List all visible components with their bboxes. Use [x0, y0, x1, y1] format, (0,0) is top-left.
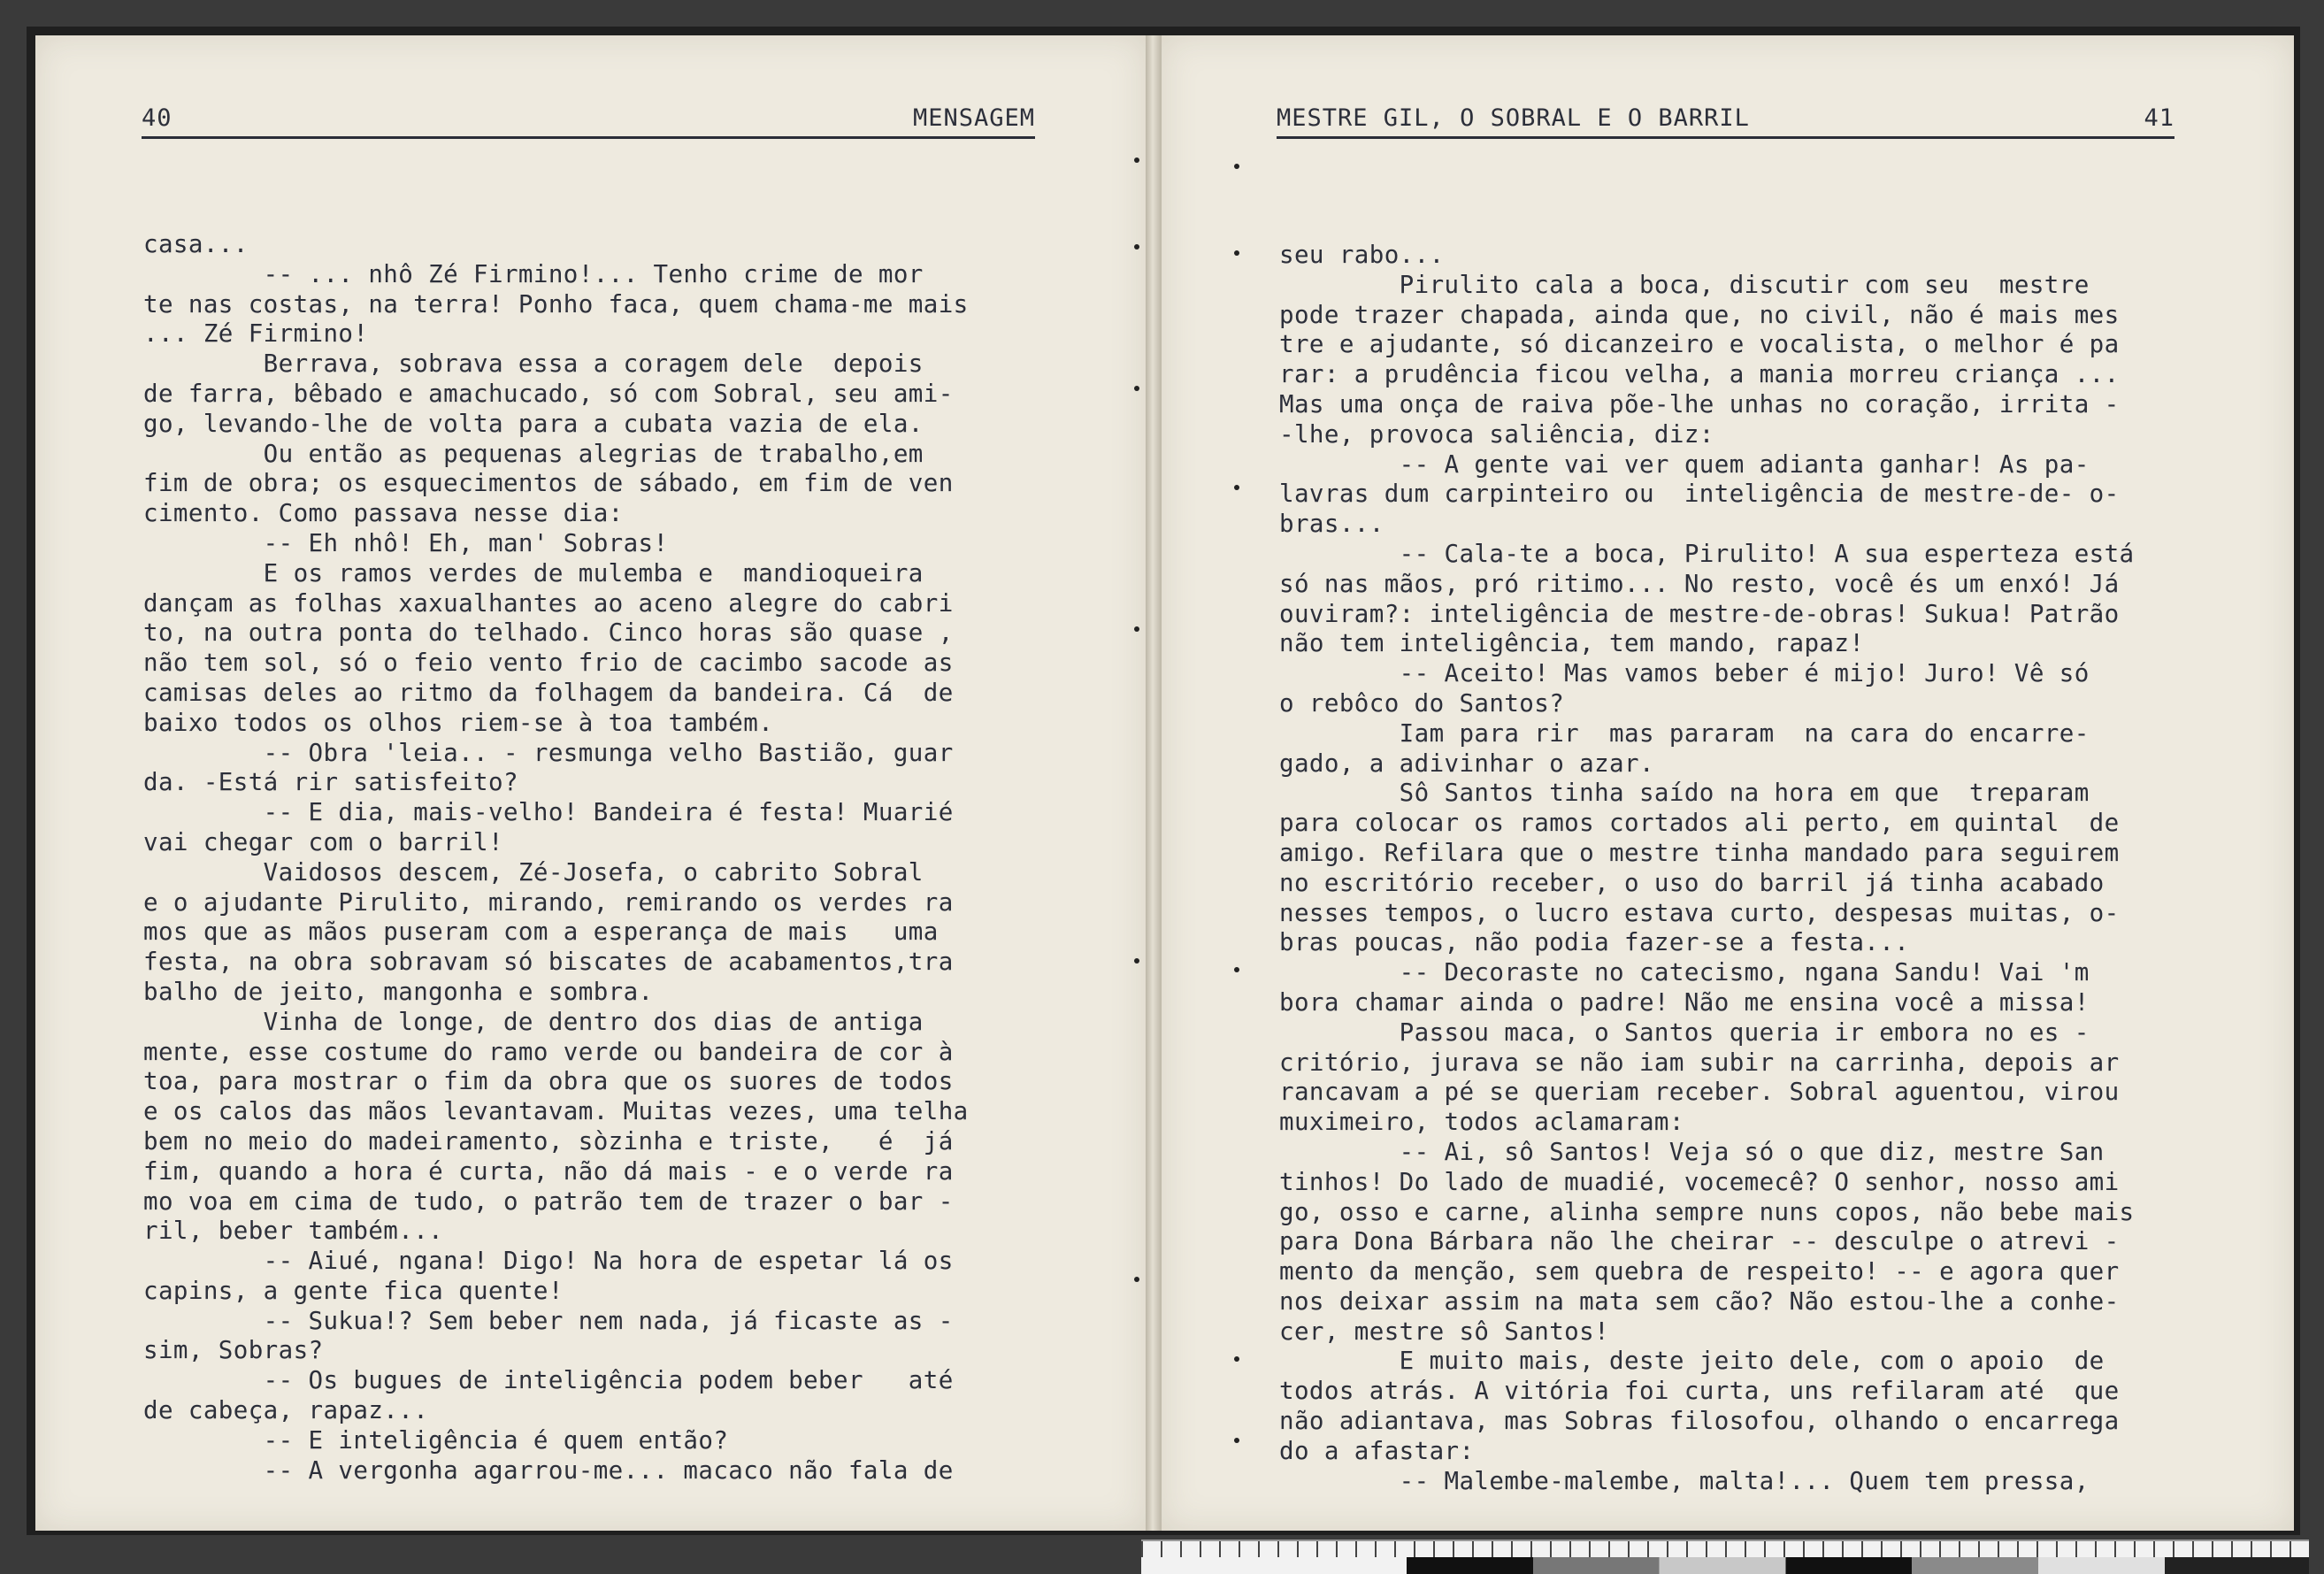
- binding-hole: [1134, 386, 1139, 391]
- text-line: -- E inteligência é quem então?: [143, 1425, 729, 1455]
- left-page: [35, 35, 1146, 1531]
- text-line: Berrava, sobrava essa a coragem dele depois: [143, 349, 924, 379]
- text-line: te nas costas, na terra! Ponho faca, quem chama-me mais: [143, 289, 969, 319]
- text-line: não tem inteligência, tem mando, rapaz!: [1279, 629, 1865, 658]
- binding-hole: [1134, 244, 1139, 250]
- text-line: -- Aceito! Mas vamos beber é mijo! Juro! Vê só: [1279, 659, 2090, 688]
- text-line: rancavam a pé se queriam receber. Sobral aguentou, virou: [1279, 1078, 2120, 1107]
- text-line: no escritório receber, o uso do barril já tinha acabado: [1279, 868, 2105, 897]
- binding-hole: [1134, 157, 1139, 163]
- binding-hole: [1134, 958, 1139, 964]
- text-line: e os calos das mãos levantavam. Muitas vezes, uma telha: [143, 1097, 969, 1126]
- text-line: go, levando-lhe de volta para a cubata vazia de ela.: [143, 409, 924, 438]
- text-line: da. -Está rir satisfeito?: [143, 768, 518, 797]
- text-line: sim, Sobras?: [143, 1336, 324, 1365]
- text-line: pode trazer chapada, ainda que, no civil, não é mais mes: [1279, 300, 2120, 329]
- binding-hole: [1234, 164, 1239, 169]
- text-line: Sô Santos tinha saído na hora em que treparam: [1279, 779, 2090, 808]
- text-line: -- Cala-te a boca, Pirulito! A sua esperteza está: [1279, 539, 2135, 568]
- text-line: -- Aiué, ngana! Digo! Na hora de espetar lá os: [143, 1247, 954, 1276]
- text-line: Ou então as pequenas alegrias de trabalho,em: [143, 439, 924, 468]
- text-line: ouviram?: inteligência de mestre-de-obras! Sukua! Patrão: [1279, 599, 2120, 628]
- text-line: bras...: [1279, 510, 1384, 539]
- text-line: de cabeça, rapaz...: [143, 1396, 429, 1425]
- text-line: -lhe, provoca saliência, diz:: [1279, 419, 1714, 449]
- text-line: só nas mãos, pró ritimo... No resto, você és um enxó! Já: [1279, 569, 2120, 598]
- text-line: seu rabo...: [1279, 241, 1445, 269]
- text-line: mente, esse costume do ramo verde ou bandeira de cor à: [143, 1037, 954, 1066]
- text-line: go, osso e carne, alinha sempre nuns copos, não bebe mais: [1279, 1197, 2135, 1226]
- text-line: ril, beber também...: [143, 1217, 444, 1246]
- binding-hole: [1134, 626, 1139, 632]
- text-line: ... Zé Firmino!: [143, 319, 369, 349]
- text-line: bora chamar ainda o padre! Não me ensina você a missa!: [1279, 987, 2090, 1017]
- text-line: E muito mais, deste jeito dele, com o apoio de: [1279, 1347, 2105, 1376]
- book-spread: [27, 27, 2300, 1535]
- text-line: Pirulito cala a boca, discutir com seu mestre: [1279, 270, 2090, 299]
- text-line: nos deixar assim na mata sem cão? Não estou-lhe a conhe-: [1279, 1286, 2120, 1316]
- running-title: MESTRE GIL, O SOBRAL E O BARRIL: [1277, 104, 1750, 132]
- text-line: festa, na obra sobravam só biscates de acabamentos,tra: [143, 948, 954, 977]
- text-line: mos que as mãos puseram com a esperança de mais uma: [143, 918, 939, 947]
- text-line: todos atrás. A vitória foi curta, uns refilaram até que: [1279, 1377, 2120, 1406]
- page-number: 40: [142, 104, 173, 132]
- text-line: lavras dum carpinteiro ou inteligência de mestre-de- o-: [1279, 480, 2120, 509]
- text-line: -- Sukua!? Sem beber nem nada, já ficaste as -: [143, 1306, 954, 1335]
- text-line: rar: a prudência ficou velha, a mania morreu criança ...: [1279, 360, 2120, 389]
- text-line: -- Os bugues de inteligência podem beber até: [143, 1366, 954, 1395]
- right-page-header: [1277, 97, 2174, 139]
- text-line: bem no meio do madeiramento, sòzinha e triste, é já: [143, 1126, 954, 1156]
- text-line: o rebôco do Santos?: [1279, 688, 1565, 718]
- text-line: E os ramos verdes de mulemba e mandioqueira: [143, 558, 924, 587]
- text-line: mo voa em cima de tudo, o patrão tem de trazer o bar -: [143, 1186, 954, 1216]
- page-number: 41: [2144, 104, 2174, 132]
- text-line: do a afastar:: [1279, 1436, 1475, 1465]
- binding-hole: [1234, 485, 1239, 490]
- binding-hole: [1234, 1356, 1239, 1362]
- text-line: bras poucas, não podia fazer-se a festa...: [1279, 928, 1910, 957]
- text-line: toa, para mostrar o fim da obra que os suores de todos: [143, 1067, 954, 1096]
- text-line: -- A vergonha agarrou-me... macaco não fala de: [143, 1455, 954, 1485]
- text-line: capins, a gente fica quente!: [143, 1276, 564, 1305]
- text-line: nesses tempos, o lucro estava curto, despesas muitas, o-: [1279, 898, 2120, 927]
- text-line: Passou maca, o Santos queria ir embora no es -: [1279, 1017, 2090, 1047]
- text-line: mento da menção, sem quebra de respeito! -- e agora quer: [1279, 1257, 2120, 1286]
- text-line: dançam as folhas xaxualhantes ao aceno alegre do cabri: [143, 588, 954, 618]
- text-line: -- Eh nhô! Eh, man' Sobras!: [143, 528, 669, 557]
- text-line: -- ... nhô Zé Firmino!... Tenho crime de mor: [143, 259, 924, 288]
- binding-hole: [1234, 967, 1239, 972]
- text-line: Iam para rir mas pararam na cara do encarre-: [1279, 718, 2090, 748]
- binding-hole: [1134, 1277, 1139, 1282]
- text-line: -- E dia, mais-velho! Bandeira é festa! Muarié: [143, 798, 954, 827]
- text-line: critório, jurava se não iam subir na carrinha, depois ar: [1279, 1048, 2120, 1077]
- left-page-header: [142, 97, 1035, 139]
- ruler-ticks: [1141, 1541, 2309, 1557]
- text-line: tre e ajudante, só dicanzeiro e vocalista, o melhor é pa: [1279, 330, 2120, 359]
- running-title: MENSAGEM: [912, 104, 1035, 132]
- scale-ruler: [1141, 1539, 2309, 1574]
- book-gutter: [1146, 35, 1162, 1531]
- text-line: casa...: [143, 230, 249, 258]
- text-line: fim, quando a hora é curta, não dá mais - e o verde ra: [143, 1156, 954, 1186]
- text-line: cer, mestre sô Santos!: [1279, 1317, 1610, 1346]
- text-line: baixo todos os olhos riem-se à toa também.: [143, 708, 774, 737]
- text-line: balho de jeito, mangonha e sombra.: [143, 977, 654, 1006]
- text-line: e o ajudante Pirulito, mirando, remirando os verdes ra: [143, 887, 954, 917]
- text-line: Mas uma onça de raiva põe-lhe unhas no coração, irrita -: [1279, 389, 2120, 418]
- text-line: para colocar os ramos cortados ali perto, em quintal de: [1279, 809, 2120, 838]
- text-line: -- Decoraste no catecismo, ngana Sandu! Vai 'm: [1279, 958, 2090, 987]
- text-line: -- A gente vai ver quem adianta ganhar! As pa-: [1279, 449, 2090, 479]
- text-line: vai chegar com o barril!: [143, 827, 503, 856]
- left-page-body: [143, 230, 1055, 1486]
- binding-hole: [1234, 1438, 1239, 1443]
- text-line: camisas deles ao ritmo da folhagem da bandeira. Cá de: [143, 678, 954, 707]
- text-line: não adiantava, mas Sobras filosofou, olhando o encarrega: [1279, 1407, 2120, 1436]
- text-line: gado, a adivinhar o azar.: [1279, 749, 1654, 778]
- right-page-body: [1279, 241, 2199, 1496]
- text-line: para Dona Bárbara não lhe cheirar -- desculpe o atrevi -: [1279, 1227, 2120, 1256]
- binding-hole: [1234, 250, 1239, 256]
- text-line: -- Ai, sô Santos! Veja só o que diz, mestre San: [1279, 1137, 2105, 1166]
- text-line: -- Malembe-malembe, malta!... Quem tem pressa,: [1279, 1466, 2090, 1495]
- text-line: fim de obra; os esquecimentos de sábado, em fim de ven: [143, 469, 954, 498]
- text-line: -- Obra 'leia.. - resmunga velho Bastião, guar: [143, 738, 954, 767]
- color-calibration-strip: [1407, 1557, 2309, 1574]
- text-line: amigo. Refilara que o mestre tinha mandado para seguirem: [1279, 838, 2120, 867]
- text-line: não tem sol, só o feio vento frio de cacimbo sacode as: [143, 649, 954, 678]
- text-line: muximeiro, todos aclamaram:: [1279, 1108, 1684, 1137]
- text-line: Vinha de longe, de dentro dos dias de antiga: [143, 1007, 924, 1036]
- right-page: [1162, 35, 2294, 1531]
- text-line: Vaidosos descem, Zé-Josefa, o cabrito Sobral: [143, 857, 924, 887]
- text-line: de farra, bêbado e amachucado, só com Sobral, seu ami-: [143, 379, 954, 408]
- text-line: to, na outra ponta do telhado. Cinco horas são quase ,: [143, 618, 954, 648]
- text-line: cimento. Como passava nesse dia:: [143, 499, 624, 528]
- text-line: tinhos! Do lado de muadié, vocemecê? O senhor, nosso ami: [1279, 1167, 2120, 1196]
